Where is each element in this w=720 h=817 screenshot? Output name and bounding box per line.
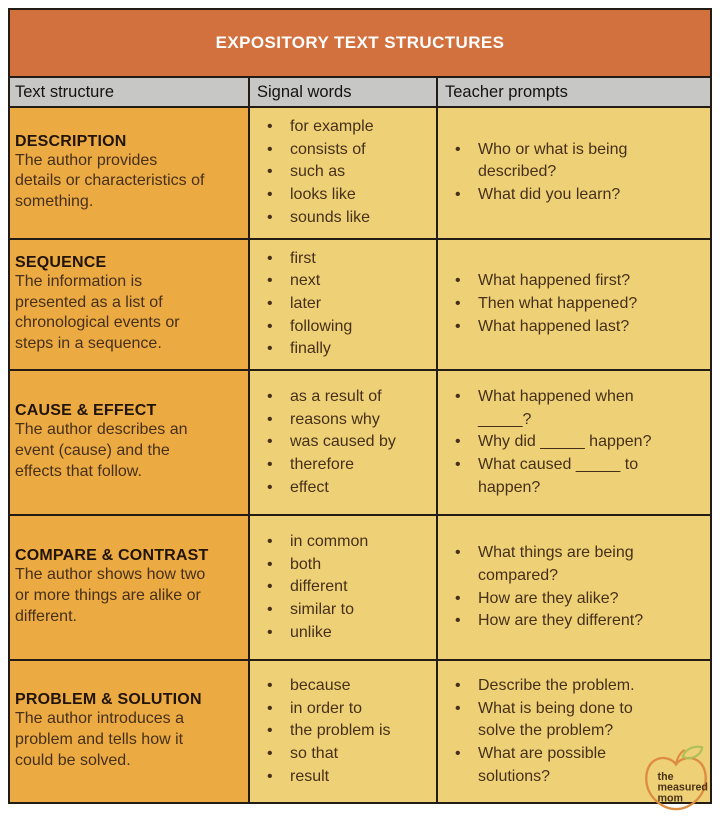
signal-word-item: • so that <box>254 743 432 766</box>
teacher-prompt-text: What caused _____ to happen? <box>478 456 639 496</box>
table-row <box>10 661 710 805</box>
structure-description: The author describes an event (cause) and the effects that follow. <box>15 421 188 481</box>
signal-words-list <box>254 248 432 362</box>
signal-word-item: • therefore <box>254 454 432 477</box>
signal-words-list <box>254 531 432 645</box>
signal-word-item: • because <box>254 675 432 698</box>
teacher-prompt-text: How are they alike? <box>478 589 619 607</box>
structure-description: The author shows how two or more things are alike or different. <box>15 566 206 626</box>
signal-word-item: • was caused by <box>254 431 432 454</box>
structure-name: PROBLEM & SOLUTION <box>15 691 202 709</box>
signal-word-item: • sounds like <box>254 207 432 230</box>
signal-word-item: • later <box>254 293 432 316</box>
structure-name: DESCRIPTION <box>15 132 127 150</box>
structure-name: CAUSE & EFFECT <box>15 402 157 420</box>
signal-word-item: • following <box>254 316 432 339</box>
structure-cell-compare-contrast <box>10 516 248 659</box>
teacher-prompt-item <box>442 270 670 293</box>
signal-word-item: • both <box>254 554 432 577</box>
structure-name: COMPARE & CONTRAST <box>15 547 209 565</box>
signal-word-item: • next <box>254 270 432 293</box>
text-structures-table <box>8 8 712 804</box>
table-title: EXPOSITORY TEXT STRUCTURES <box>215 33 505 52</box>
signal-word-item: • consists of <box>254 139 432 162</box>
svg-text:the measured m <box>658 771 711 804</box>
teacher-prompt-item <box>442 316 670 339</box>
teacher-prompt-text: How are they different? <box>478 612 644 630</box>
structure-description: The information is presented as a list of chronological events or steps in a sequence. <box>15 272 180 353</box>
column-header-text-structure: Text structure <box>10 78 248 106</box>
column-header-teacher-prompts: Teacher prompts <box>438 78 710 106</box>
signal-words-list <box>254 116 432 230</box>
teacher-prompt-text: Describe the problem. <box>478 676 635 694</box>
teacher-prompt-text: What happened when _____? <box>478 387 634 428</box>
teacher-prompt-text: Why did _____ happen? <box>478 433 652 451</box>
structure-description: The author provides details or characteristics of something. <box>15 151 205 211</box>
signal-word-item: • similar to <box>254 599 432 622</box>
teacher-prompt-item <box>442 610 670 633</box>
table-row <box>10 108 710 238</box>
signal-word-item: • finally <box>254 338 432 361</box>
teacher-prompt-item <box>442 184 670 207</box>
teacher-prompt-text: What did you learn? <box>478 186 621 204</box>
signal-words-cell <box>250 108 436 238</box>
structure-cell-sequence <box>10 240 248 370</box>
signal-word-item: • result <box>254 766 432 789</box>
signal-word-item: • effect <box>254 477 432 500</box>
logo-text-line: the <box>657 770 674 783</box>
teacher-prompt-item <box>442 542 670 587</box>
teacher-prompts-list <box>442 542 706 633</box>
signal-words-list <box>254 675 432 789</box>
teacher-prompts-list <box>442 386 706 500</box>
teacher-prompts-cell <box>438 516 710 659</box>
teacher-prompt-item <box>442 386 670 431</box>
signal-word-item: • the problem is <box>254 720 432 743</box>
table-row <box>10 516 710 659</box>
logo-text-line: measured <box>657 781 708 794</box>
teacher-prompt-text: What happened first? <box>478 272 631 290</box>
teacher-prompt-text: What happened last? <box>478 317 630 335</box>
signal-word-item: • in order to <box>254 698 432 721</box>
table-row <box>10 371 710 514</box>
table-title-band <box>10 10 710 76</box>
signal-word-item: • reasons why <box>254 409 432 432</box>
teacher-prompts-cell <box>438 108 710 238</box>
teacher-prompt-item <box>442 454 670 499</box>
teacher-prompt-item <box>442 139 670 184</box>
signal-words-cell <box>250 661 436 802</box>
teacher-prompt-text: Who or what is being described? <box>478 140 628 181</box>
signal-words-list <box>254 386 432 500</box>
table-row <box>10 240 710 370</box>
column-header-signal-words: Signal words <box>250 78 436 106</box>
teacher-prompt-text: What is being done to solve the problem? <box>478 699 633 740</box>
teacher-prompts-list <box>442 270 706 338</box>
signal-word-item: • looks like <box>254 184 432 207</box>
logo-text-line: mom <box>657 792 684 805</box>
teacher-prompt-item <box>442 293 670 316</box>
teacher-prompt-item <box>442 698 670 743</box>
teacher-prompt-item <box>442 588 670 611</box>
signal-word-item: • different <box>254 576 432 599</box>
teacher-prompts-cell <box>438 371 710 514</box>
signal-word-item: • such as <box>254 161 432 184</box>
structure-cell-cause-effect <box>10 371 248 514</box>
teacher-prompt-item <box>442 675 670 698</box>
signal-words-cell <box>250 371 436 514</box>
teacher-prompt-text: Then what happened? <box>478 295 638 313</box>
apple-logo-icon <box>637 744 715 812</box>
signal-words-cell <box>250 516 436 659</box>
structure-name: SEQUENCE <box>15 253 107 271</box>
signal-word-item: • as a result of <box>254 386 432 409</box>
column-header-row <box>10 78 710 106</box>
structure-cell-description <box>10 108 248 238</box>
measured-mom-logo <box>637 744 715 812</box>
signal-words-cell <box>250 240 436 370</box>
teacher-prompts-cell <box>438 240 710 370</box>
structure-description: The author introduces a problem and tells how it could be solved. <box>15 710 184 770</box>
teacher-prompt-item <box>442 431 670 454</box>
teacher-prompt-item <box>442 743 670 788</box>
teacher-prompts-list <box>442 139 706 207</box>
teacher-prompt-text: What things are being compared? <box>478 544 634 584</box>
signal-word-item: • unlike <box>254 622 432 645</box>
teacher-prompt-text: What are possible solutions? <box>478 745 607 785</box>
signal-word-item: • in common <box>254 531 432 554</box>
structure-cell-problem-solution <box>10 661 248 802</box>
signal-word-item: • for example <box>254 116 432 139</box>
signal-word-item: • first <box>254 248 432 271</box>
